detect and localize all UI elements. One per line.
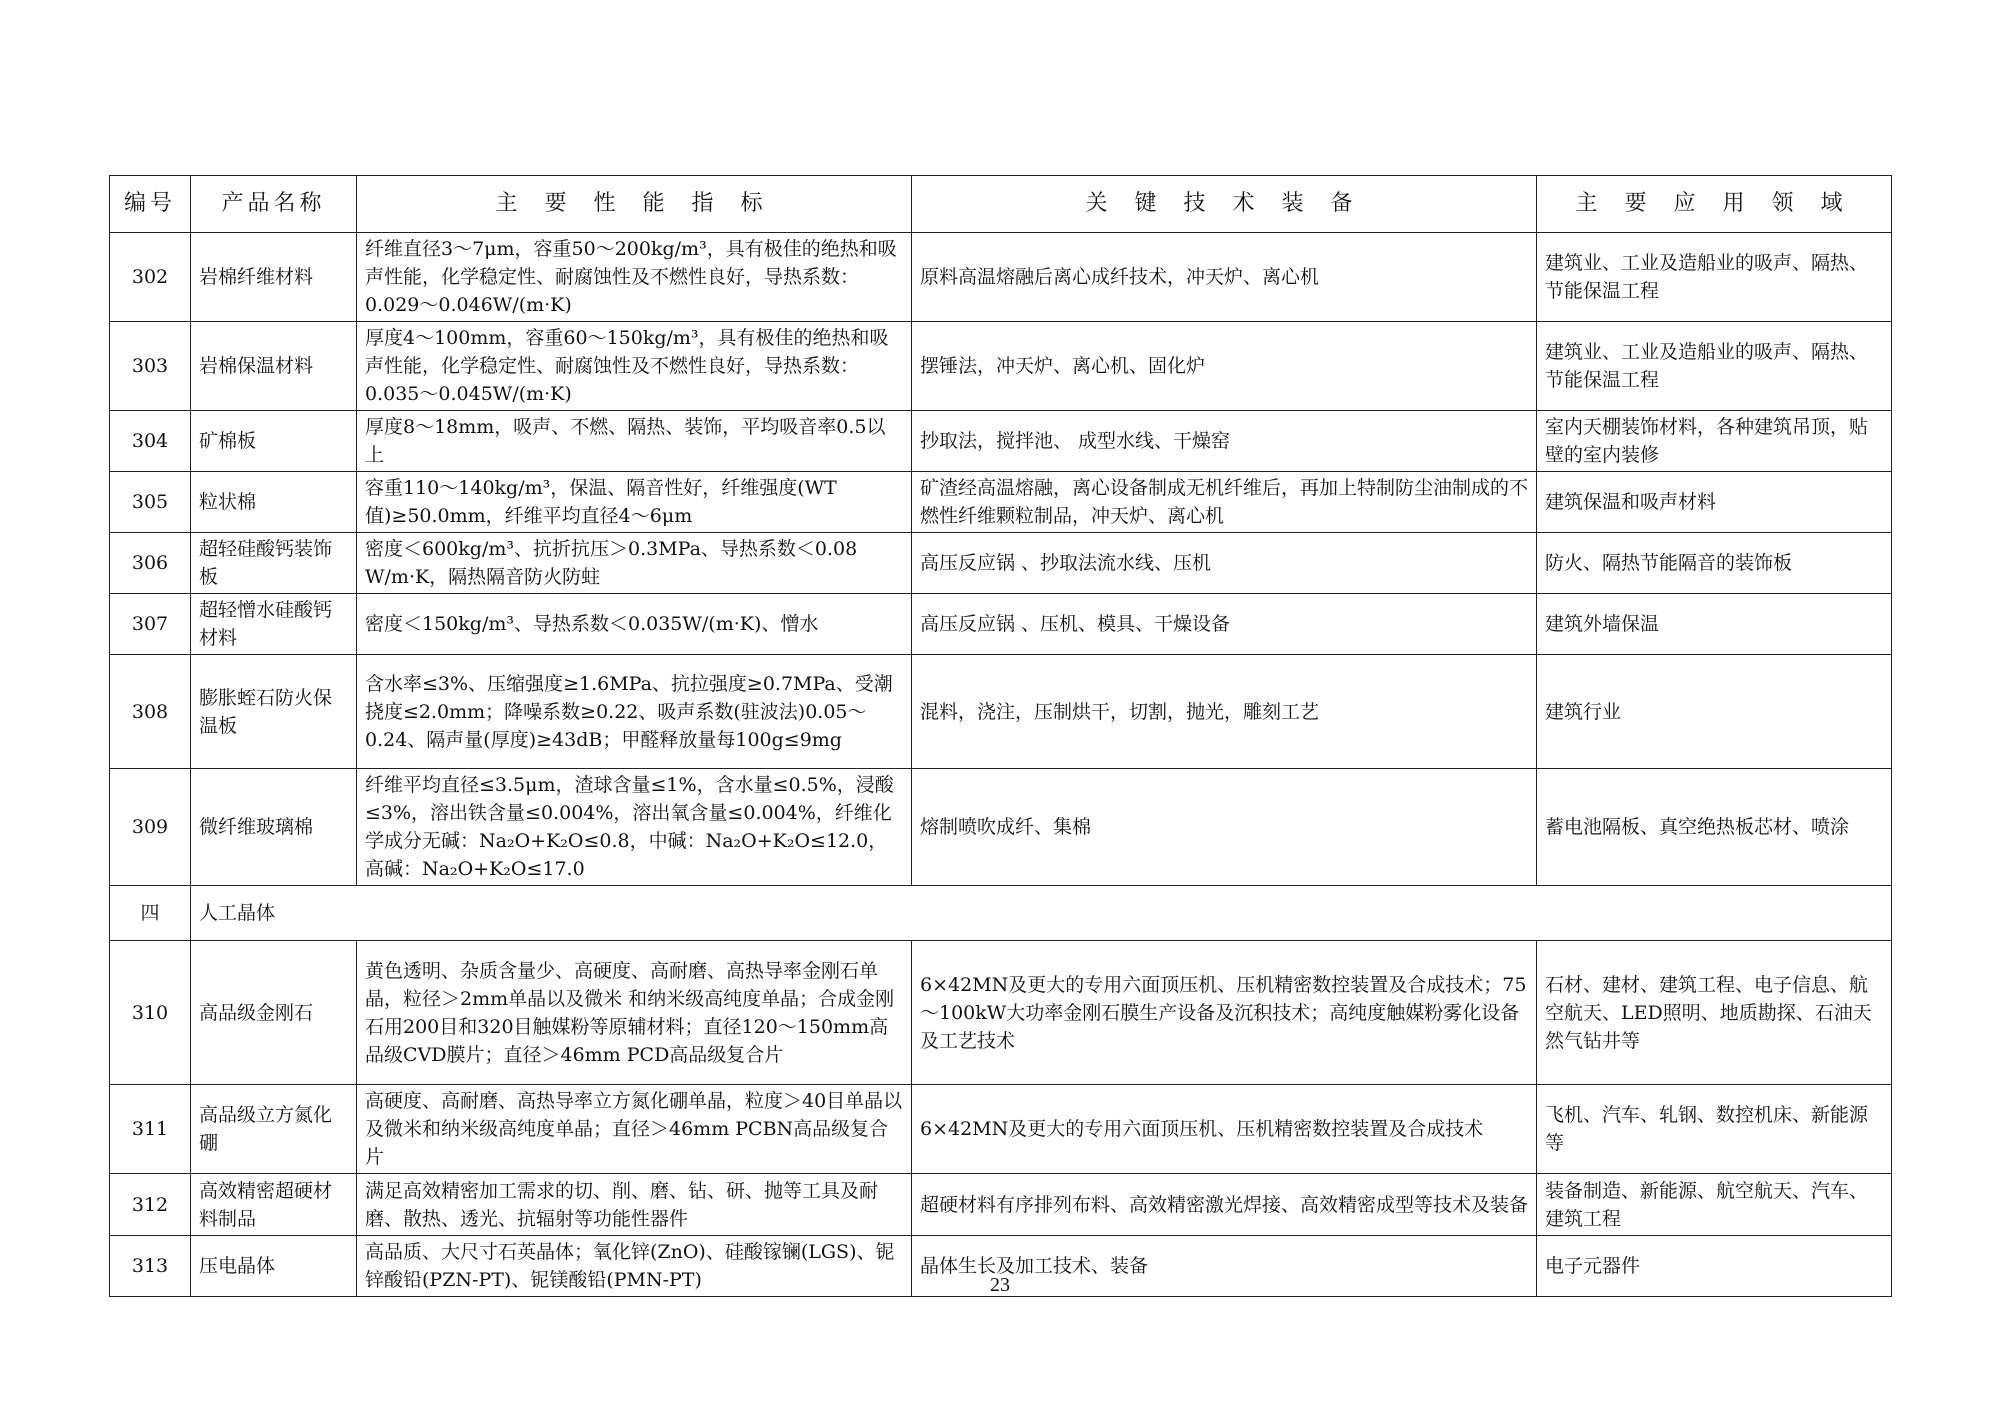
row-application: 建筑保温和吸声材料	[1537, 472, 1892, 533]
row-equipment: 摆锤法，冲天炉、离心机、固化炉	[912, 322, 1537, 411]
row-id: 313	[110, 1236, 191, 1297]
category-name: 人工晶体	[191, 886, 1892, 941]
row-id: 306	[110, 533, 191, 594]
table-row	[110, 594, 1892, 655]
row-name: 岩棉纤维材料	[191, 233, 357, 322]
table-row	[110, 655, 1892, 769]
row-performance: 高品质、大尺寸石英晶体；氧化锌(ZnO)、硅酸镓镧(LGS)、铌锌酸铅(PZN-PT)、铌镁酸铅(PMN-PT)	[357, 1236, 912, 1297]
row-application: 建筑业、工业及造船业的吸声、隔热、节能保温工程	[1537, 322, 1892, 411]
row-performance: 纤维直径3～7μm，容重50～200kg/m³，具有极佳的绝热和吸声性能，化学稳定性、耐腐蚀性及不燃性良好，导热系数：0.029～0.046W/(m·K)	[357, 233, 912, 322]
row-id: 304	[110, 411, 191, 472]
row-performance: 黄色透明、杂质含量少、高硬度、高耐磨、高热导率金刚石单晶，粒径＞2mm单晶以及微米 和纳米级高纯度单晶；合成金刚石用200目和320目触媒粉等原辅材料；直径120～150mm高品级CVD膜片；直径＞46mm PCD高品级复合片	[357, 941, 912, 1085]
header-application: 主 要 应 用 领 域	[1537, 176, 1892, 233]
row-application: 蓄电池隔板、真空绝热板芯材、喷涂	[1537, 769, 1892, 886]
row-equipment: 混料，浇注，压制烘干，切割，抛光，雕刻工艺	[912, 655, 1537, 769]
row-application: 建筑行业	[1537, 655, 1892, 769]
row-performance: 纤维平均直径≤3.5μm，渣球含量≤1%，含水量≤0.5%，浸酸≤3%，溶出铁含量≤0.004%，溶出氧含量≤0.004%，纤维化学成分无碱：Na₂O+K₂O≤0.8，中碱：Na₂O+K₂O≤12.0，高碱：Na₂O+K₂O≤17.0	[357, 769, 912, 886]
row-performance: 高硬度、高耐磨、高热导率立方氮化硼单晶，粒度＞40目单晶以及微米和纳米级高纯度单晶；直径＞46mm PCBN高品级复合片	[357, 1085, 912, 1174]
row-equipment: 高压反应锅 、压机、模具、干燥设备	[912, 594, 1537, 655]
page-number: 23	[990, 1274, 1010, 1296]
row-equipment: 6×42MN及更大的专用六面顶压机、压机精密数控装置及合成技术；75～100kW大功率金刚石膜生产设备及沉积技术；高纯度触媒粉雾化设备及工艺技术	[912, 941, 1537, 1085]
row-performance: 厚度8～18mm，吸声、不燃、隔热、装饰，平均吸音率0.5以上	[357, 411, 912, 472]
row-application: 防火、隔热节能隔音的装饰板	[1537, 533, 1892, 594]
row-equipment: 高压反应锅 、抄取法流水线、压机	[912, 533, 1537, 594]
table-header-row	[110, 176, 1892, 233]
row-application: 建筑外墙保温	[1537, 594, 1892, 655]
category-row	[110, 886, 1892, 941]
row-performance: 厚度4～100mm，容重60～150kg/m³，具有极佳的绝热和吸声性能，化学稳定性、耐腐蚀性及不燃性良好，导热系数：0.035～0.045W/(m·K)	[357, 322, 912, 411]
row-performance: 密度＜150kg/m³、导热系数＜0.035W/(m·K)、憎水	[357, 594, 912, 655]
row-id: 312	[110, 1174, 191, 1236]
row-application: 装备制造、新能源、航空航天、汽车、建筑工程	[1537, 1174, 1892, 1236]
row-name: 超轻憎水硅酸钙材料	[191, 594, 357, 655]
row-equipment: 抄取法，搅拌池、 成型水线、干燥窑	[912, 411, 1537, 472]
row-name: 膨胀蛭石防火保温板	[191, 655, 357, 769]
table-row	[110, 941, 1892, 1085]
row-application: 室内天棚装饰材料，各种建筑吊顶，贴壁的室内装修	[1537, 411, 1892, 472]
row-name: 高品级金刚石	[191, 941, 357, 1085]
table-row	[110, 1085, 1892, 1174]
header-name: 产品名称	[191, 176, 357, 233]
category-number: 四	[110, 886, 191, 941]
table-row	[110, 472, 1892, 533]
row-id: 303	[110, 322, 191, 411]
row-name: 压电晶体	[191, 1236, 357, 1297]
header-id: 编号	[110, 176, 191, 233]
table-row	[110, 411, 1892, 472]
row-equipment: 晶体生长及加工技术、装备	[912, 1236, 1537, 1297]
table-row	[110, 533, 1892, 594]
header-performance: 主 要 性 能 指 标	[357, 176, 912, 233]
table-row	[110, 233, 1892, 322]
header-equipment: 关 键 技 术 装 备	[912, 176, 1537, 233]
row-id: 308	[110, 655, 191, 769]
row-id: 305	[110, 472, 191, 533]
row-application: 飞机、汽车、轧钢、数控机床、新能源等	[1537, 1085, 1892, 1174]
table-row	[110, 322, 1892, 411]
row-performance: 满足高效精密加工需求的切、削、磨、钻、研、抛等工具及耐磨、散热、透光、抗辐射等功能性器件	[357, 1174, 912, 1236]
row-id: 310	[110, 941, 191, 1085]
product-spec-table	[109, 175, 1892, 1297]
row-name: 岩棉保温材料	[191, 322, 357, 411]
row-application: 石材、建材、建筑工程、电子信息、航空航天、LED照明、地质勘探、石油天然气钻井等	[1537, 941, 1892, 1085]
row-id: 311	[110, 1085, 191, 1174]
row-name: 粒状棉	[191, 472, 357, 533]
table-row	[110, 1174, 1892, 1236]
row-id: 307	[110, 594, 191, 655]
row-name: 矿棉板	[191, 411, 357, 472]
row-id: 309	[110, 769, 191, 886]
row-name: 高品级立方氮化硼	[191, 1085, 357, 1174]
row-id: 302	[110, 233, 191, 322]
row-application: 电子元器件	[1537, 1236, 1892, 1297]
row-application: 建筑业、工业及造船业的吸声、隔热、节能保温工程	[1537, 233, 1892, 322]
row-name: 超轻硅酸钙装饰板	[191, 533, 357, 594]
row-performance: 密度＜600kg/m³、抗折抗压＞0.3MPa、导热系数＜0.08 W/m·K，隔热隔音防火防蛀	[357, 533, 912, 594]
row-equipment: 6×42MN及更大的专用六面顶压机、压机精密数控装置及合成技术	[912, 1085, 1537, 1174]
row-name: 微纤维玻璃棉	[191, 769, 357, 886]
row-equipment: 矿渣经高温熔融，离心设备制成无机纤维后，再加上特制防尘油制成的不燃性纤维颗粒制品，冲天炉、离心机	[912, 472, 1537, 533]
row-equipment: 熔制喷吹成纤、集棉	[912, 769, 1537, 886]
table-row	[110, 769, 1892, 886]
row-performance: 含水率≤3%、压缩强度≥1.6MPa、抗拉强度≥0.7MPa、受潮挠度≤2.0mm；降噪系数≥0.22、吸声系数(驻波法)0.05～0.24、隔声量(厚度)≥43dB；甲醛释放量每100g≤9mg	[357, 655, 912, 769]
row-name: 高效精密超硬材料制品	[191, 1174, 357, 1236]
row-equipment: 超硬材料有序排列布料、高效精密激光焊接、高效精密成型等技术及装备	[912, 1174, 1537, 1236]
row-equipment: 原料高温熔融后离心成纤技术，冲天炉、离心机	[912, 233, 1537, 322]
row-performance: 容重110～140kg/m³，保温、隔音性好，纤维强度(WT值)≥50.0mm，纤维平均直径4～6μm	[357, 472, 912, 533]
